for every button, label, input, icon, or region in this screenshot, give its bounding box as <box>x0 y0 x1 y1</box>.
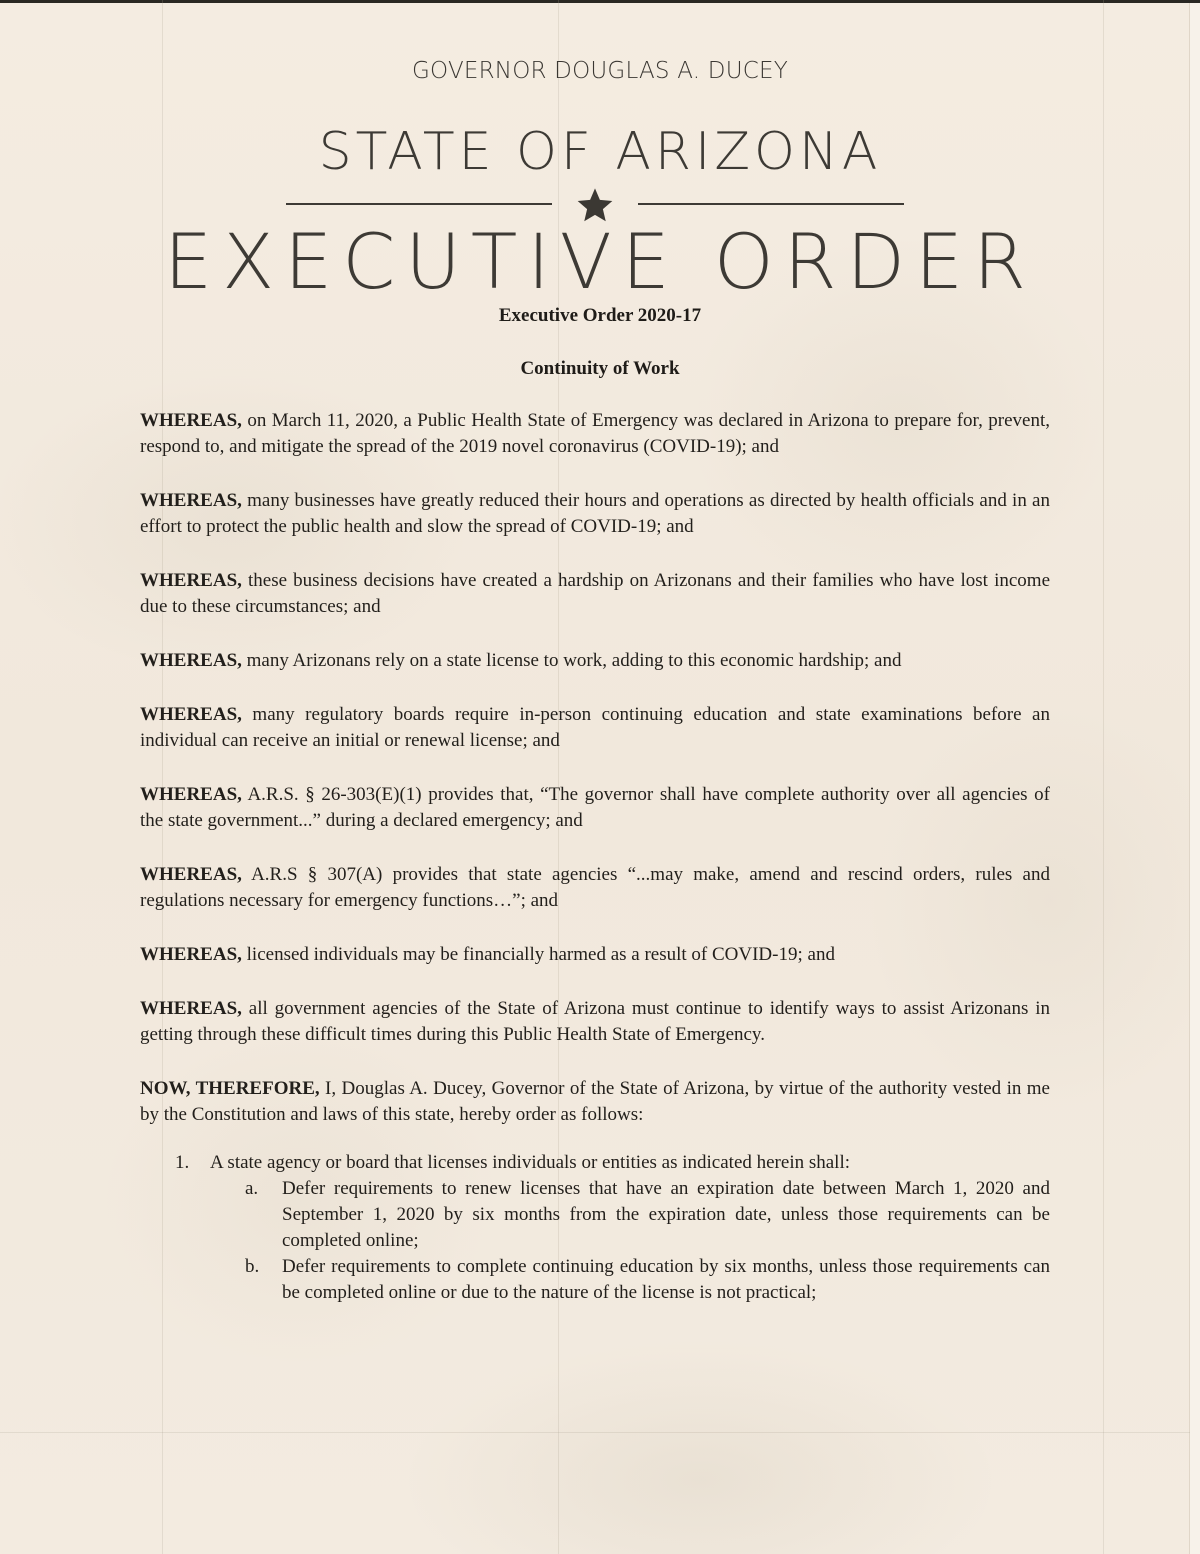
order-body <box>140 408 1050 1306</box>
therefore-lead: NOW, THEREFORE, <box>140 1078 320 1099</box>
whereas-clause <box>140 996 1050 1048</box>
whereas-clause <box>140 942 1050 968</box>
order-item <box>140 1150 1050 1306</box>
clause-text: A.R.S § 307(A) provides that state agencies “...may make, amend and rescind orders, rules and regulations necessary for emergency functions…”; and <box>140 864 1050 911</box>
document-type-title: EXECUTIVE ORDER <box>164 217 1036 306</box>
clause-lead: WHEREAS, <box>140 784 242 805</box>
clause-lead: WHEREAS, <box>140 410 242 431</box>
whereas-clause <box>140 568 1050 620</box>
order-number: Executive Order 2020-17 <box>498 305 702 326</box>
divider-line-right <box>638 203 904 205</box>
whereas-clause <box>140 488 1050 540</box>
whereas-clause <box>140 702 1050 754</box>
divider-line-left <box>286 203 552 205</box>
state-title: STATE OF ARIZONA <box>318 122 882 182</box>
scan-top-edge <box>0 0 1200 3</box>
sub-item-letter: b. <box>245 1256 260 1277</box>
order-item-text: A state agency or board that licenses individuals or entities as indicated herein shall: <box>210 1152 851 1173</box>
order-item-number: 1. <box>175 1152 190 1173</box>
therefore-clause <box>140 1076 1050 1128</box>
clause-text: many regulatory boards require in-person continuing education and state examinations before an individual can receive an initial or renewal license; and <box>140 704 1050 751</box>
clause-lead: WHEREAS, <box>140 864 242 885</box>
clause-text: these business decisions have created a hardship on Arizonans and their families who have lost income due to these circumstances; and <box>140 570 1050 617</box>
clause-lead: WHEREAS, <box>140 650 242 671</box>
map-grid-line <box>0 1432 1190 1433</box>
sub-item-letter: a. <box>245 1178 259 1199</box>
sub-item-text: Defer requirements to complete continuing education by six months, unless those requirements can be completed online or due to the nature of the license is not practical; <box>282 1256 1050 1303</box>
clause-text: many businesses have greatly reduced their hours and operations as directed by health officials and in an effort to protect the public health and slow the spread of COVID-19; and <box>140 490 1050 537</box>
clause-lead: WHEREAS, <box>140 998 242 1019</box>
clause-text: all government agencies of the State of Arizona must continue to identify ways to assist Arizonans in getting through these difficult times during this Public Health State of Emergency. <box>140 998 1050 1045</box>
order-list <box>140 1150 1050 1306</box>
clause-lead: WHEREAS, <box>140 570 242 591</box>
clause-text: on March 11, 2020, a Public Health State of Emergency was declared in Arizona to prepare for, prevent, respond to, and mitigate the spread of the 2019 novel coronavirus (COVID-19); and <box>140 410 1050 457</box>
order-subtitle: Continuity of Work <box>520 358 680 379</box>
clause-lead: WHEREAS, <box>140 944 242 965</box>
whereas-clause <box>140 408 1050 460</box>
order-sub-item <box>140 1176 1050 1254</box>
order-sub-list <box>210 1176 1050 1306</box>
sub-item-text: Defer requirements to renew licenses that have an expiration date between March 1, 2020 and September 1, 2020 by six months from the expiration date, unless those requirements can be completed online; <box>282 1178 1050 1251</box>
whereas-clause <box>140 782 1050 834</box>
clause-text: many Arizonans rely on a state license to work, adding to this economic hardship; and <box>241 650 902 671</box>
whereas-clause <box>140 862 1050 914</box>
order-sub-item <box>140 1254 1050 1306</box>
clause-text: licensed individuals may be financially harmed as a result of COVID-19; and <box>241 944 835 965</box>
clause-lead: WHEREAS, <box>140 704 242 725</box>
clause-text: A.R.S. § 26-303(E)(1) provides that, “The governor shall have complete authority over all agencies of the state government...” during a declared emergency; and <box>140 784 1050 831</box>
clause-lead: WHEREAS, <box>140 490 242 511</box>
whereas-clause <box>140 648 1050 674</box>
governor-name: GOVERNOR DOUGLAS A. DUCEY <box>412 58 788 84</box>
therefore-text: I, Douglas A. Ducey, Governor of the State of Arizona, by virtue of the authority vested in me by the Constitution and laws of this state, hereby order as follows: <box>140 1078 1050 1125</box>
